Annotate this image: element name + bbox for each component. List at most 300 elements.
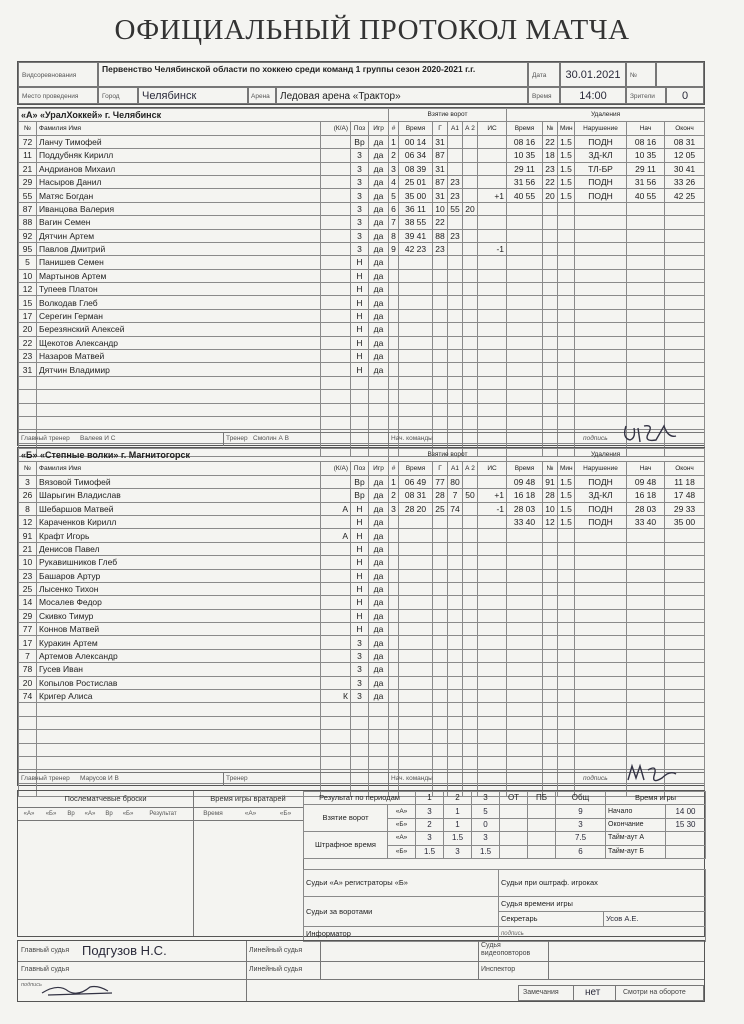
player-captain-mark: [321, 556, 351, 569]
empty-cell: [369, 730, 389, 743]
player-played: да: [369, 269, 389, 282]
empty-cell: [558, 743, 575, 756]
empty-cell: [575, 363, 627, 376]
empty-cell: [478, 363, 507, 376]
empty-cell: [665, 636, 705, 649]
penalty-row: [507, 189, 705, 202]
penalty-player: 22: [543, 175, 558, 188]
empty-cell: [558, 363, 575, 376]
empty-cell: [389, 309, 399, 322]
player-captain-mark: [321, 663, 351, 676]
empty-cell: [575, 690, 627, 703]
empty-cell: [463, 542, 478, 555]
gk-time-columns: [193, 808, 303, 821]
empty-cell: [433, 256, 448, 269]
empty-cell: [543, 350, 558, 363]
goal-scorer: 23: [433, 242, 448, 255]
empty-cell: [665, 229, 705, 242]
empty-cell: [433, 569, 448, 582]
col-pos: Поз: [351, 462, 369, 475]
empty-cell: [433, 416, 448, 429]
player-played: да: [369, 189, 389, 202]
player-played: да: [369, 175, 389, 188]
penalties-title: Удаления: [507, 109, 705, 122]
goal-time: 06 34: [399, 149, 433, 162]
player-played: да: [369, 309, 389, 322]
empty-cell: [507, 703, 543, 716]
table-row: [19, 269, 389, 282]
team-a-coach-label: Главный тренер: [21, 435, 70, 442]
goal-row: [389, 149, 507, 162]
goal-number: 5: [389, 189, 399, 202]
empty-cell: [543, 649, 558, 662]
player-name: Андрианов Михаил: [37, 162, 321, 175]
goal-row: [389, 529, 507, 542]
table-row: [19, 676, 389, 689]
empty-cell: [507, 269, 543, 282]
team-b-title: «Б» «Степные волки» г. Магнитогорск: [19, 449, 389, 462]
empty-cell: [389, 569, 399, 582]
player-captain-mark: [321, 350, 351, 363]
penalty-row: [507, 216, 705, 229]
empty-cell: [507, 336, 543, 349]
penalty-row: [507, 309, 705, 322]
col-goal-time: Время: [399, 462, 433, 475]
empty-cell: [463, 663, 478, 676]
empty-cell: [37, 756, 321, 769]
empty-cell: [369, 416, 389, 429]
empty-cell: [627, 569, 665, 582]
empty-cell: [389, 336, 399, 349]
empty-cell: [558, 556, 575, 569]
goal-assist2: [463, 175, 478, 188]
empty-cell: [558, 256, 575, 269]
empty-cell: [433, 756, 448, 769]
empty-cell: [448, 663, 463, 676]
empty-cell: [389, 542, 399, 555]
penalty-row: [507, 542, 705, 555]
empty-cell: [399, 663, 433, 676]
player-played: да: [369, 216, 389, 229]
empty-cell: [433, 663, 448, 676]
pen-a-so: [528, 832, 556, 845]
player-captain-mark: К: [321, 690, 351, 703]
player-captain-mark: [321, 162, 351, 175]
goal-time: 36 11: [399, 202, 433, 215]
empty-cell: [433, 336, 448, 349]
empty-cell: [575, 676, 627, 689]
goal-assist2: [463, 162, 478, 175]
col-pen-viol: Нарушение: [575, 462, 627, 475]
penalty-start: 28 03: [627, 502, 665, 515]
empty-cell: [575, 202, 627, 215]
penalty-row: [507, 596, 705, 609]
empty-cell: [575, 636, 627, 649]
penalty-violation: ПОДН: [575, 515, 627, 528]
empty-cell: [448, 416, 463, 429]
player-number: 74: [19, 690, 37, 703]
gk-col: «А»: [244, 810, 257, 817]
penalty-end: 42 25: [665, 189, 705, 202]
goal-scorer: 31: [433, 135, 448, 148]
goal-row: [389, 475, 507, 488]
pen-a-ot: [500, 832, 528, 845]
empty-cell: [448, 569, 463, 582]
empty-cell: [389, 376, 399, 389]
player-captain-mark: [321, 582, 351, 595]
empty-cell: [463, 556, 478, 569]
table-row: [19, 649, 389, 662]
empty-cell: [627, 350, 665, 363]
player-played: да: [369, 242, 389, 255]
team-a-block: [17, 107, 705, 446]
goal-row: [389, 649, 507, 662]
penalty-time: 40 55: [507, 189, 543, 202]
penalty-row: [507, 743, 705, 756]
empty-cell: [351, 743, 369, 756]
empty-cell: [478, 596, 507, 609]
goal-strength: +1: [478, 189, 507, 202]
empty-cell: [627, 556, 665, 569]
empty-cell: [665, 350, 705, 363]
pen-b-total: 6: [556, 845, 606, 858]
empty-cell: [463, 703, 478, 716]
empty-cell: [507, 296, 543, 309]
goal-scorer: 88: [433, 229, 448, 242]
player-captain-mark: [321, 323, 351, 336]
goal-assist1: 23: [448, 189, 463, 202]
empty-cell: [369, 756, 389, 769]
goal-row: [389, 663, 507, 676]
goal-row: [389, 403, 507, 416]
penalty-violation: ТЛ-БР: [575, 162, 627, 175]
linesman2-row: [246, 961, 479, 980]
penalty-minutes: 1.5: [558, 475, 575, 488]
gk-col: Время: [203, 810, 223, 817]
player-played: да: [369, 296, 389, 309]
empty-cell: [389, 416, 399, 429]
empty-cell: [627, 676, 665, 689]
col-pen-no: №: [543, 462, 558, 475]
penalties-title: Удаления: [507, 449, 705, 462]
goal-row: [389, 229, 507, 242]
pen-a-p1: 3: [416, 832, 444, 845]
penalty-row: [507, 175, 705, 188]
empty-cell: [507, 283, 543, 296]
goal-row: [389, 743, 507, 756]
empty-cell: [37, 716, 321, 729]
penalty-start: 40 55: [627, 189, 665, 202]
table-row: [19, 730, 389, 743]
empty-cell: [543, 636, 558, 649]
empty-cell: [627, 716, 665, 729]
table-row: [19, 135, 389, 148]
empty-cell: [433, 403, 448, 416]
player-captain-mark: [321, 542, 351, 555]
empty-cell: [507, 256, 543, 269]
penalty-row: [507, 475, 705, 488]
empty-cell: [575, 556, 627, 569]
penalty-row: [507, 690, 705, 703]
empty-cell: [463, 336, 478, 349]
goal-time: 42 23: [399, 242, 433, 255]
empty-cell: [321, 376, 351, 389]
col-pen-end: Оконч: [665, 122, 705, 135]
empty-cell: [399, 323, 433, 336]
judges-goal-label: Судьи за воротами: [304, 897, 499, 927]
empty-cell: [399, 676, 433, 689]
player-played: да: [369, 636, 389, 649]
col-ka: (К/А): [321, 122, 351, 135]
penalty-row: [507, 350, 705, 363]
col-goal-a1: А1: [448, 462, 463, 475]
player-played: да: [369, 663, 389, 676]
empty-cell: [543, 202, 558, 215]
penalty-start: 33 40: [627, 515, 665, 528]
table-row: [19, 376, 389, 389]
player-number: 12: [19, 515, 37, 528]
player-name: Поддубняк Кирилл: [37, 149, 321, 162]
empty-cell: [399, 716, 433, 729]
goal-number: 4: [389, 175, 399, 188]
empty-cell: [433, 529, 448, 542]
goal-row: [389, 269, 507, 282]
empty-cell: [389, 323, 399, 336]
empty-cell: [543, 556, 558, 569]
penalty-violation: ПОДН: [575, 502, 627, 515]
empty-cell: [575, 323, 627, 336]
penalty-row: [507, 623, 705, 636]
linesman2-label: Линейный судья: [249, 966, 303, 973]
penalty-time: 10 35: [507, 149, 543, 162]
goal-row: [389, 162, 507, 175]
empty-cell: [463, 403, 478, 416]
player-captain-mark: [321, 202, 351, 215]
penalty-row: [507, 649, 705, 662]
empty-cell: [19, 730, 37, 743]
empty-cell: [478, 703, 507, 716]
goal-row: [389, 703, 507, 716]
secretary-label: Секретарь: [499, 912, 604, 927]
empty-cell: [19, 416, 37, 429]
empty-cell: [558, 703, 575, 716]
empty-cell: [448, 716, 463, 729]
goal-row: [389, 502, 507, 515]
penalty-minutes: 1.5: [558, 502, 575, 515]
empty-cell: [627, 730, 665, 743]
timeout-a-label: Тайм-аут А: [606, 832, 666, 845]
empty-cell: [478, 376, 507, 389]
city-value: Челябинск: [138, 87, 248, 104]
col-goal-g: Г: [433, 462, 448, 475]
player-position: Н: [351, 256, 369, 269]
penalty-player: 22: [543, 135, 558, 148]
player-position: 3: [351, 242, 369, 255]
empty-cell: [575, 350, 627, 363]
goal-assist2: [463, 135, 478, 148]
goal-row: [389, 489, 507, 502]
player-played: да: [369, 475, 389, 488]
empty-cell: [463, 690, 478, 703]
empty-cell: [478, 416, 507, 429]
remarks-value: нет: [585, 987, 601, 998]
goals-a-so: [528, 805, 556, 818]
player-position: 3: [351, 202, 369, 215]
empty-cell: [543, 623, 558, 636]
empty-cell: [448, 363, 463, 376]
team-b-coach: Марусов И В: [80, 775, 119, 782]
empty-cell: [507, 676, 543, 689]
player-played: да: [369, 649, 389, 662]
table-row: [19, 703, 389, 716]
player-played: да: [369, 336, 389, 349]
empty-cell: [448, 376, 463, 389]
col-goal-a1: А1: [448, 122, 463, 135]
empty-cell: [665, 582, 705, 595]
empty-cell: [389, 582, 399, 595]
pen-b-ot: [500, 845, 528, 858]
empty-cell: [19, 703, 37, 716]
player-captain-mark: [321, 229, 351, 242]
empty-cell: [389, 649, 399, 662]
empty-cell: [399, 363, 433, 376]
player-captain-mark: [321, 569, 351, 582]
team-a-coach2-label: Тренер: [226, 435, 248, 442]
penalty-player: 20: [543, 189, 558, 202]
empty-cell: [448, 296, 463, 309]
player-name: Башаров Артур: [37, 569, 321, 582]
empty-cell: [507, 756, 543, 769]
player-number: 20: [19, 323, 37, 336]
player-name: Щекотов Александр: [37, 336, 321, 349]
goal-number: 6: [389, 202, 399, 215]
empty-cell: [627, 242, 665, 255]
empty-cell: [448, 283, 463, 296]
team-b-goals: [388, 448, 507, 797]
empty-cell: [389, 743, 399, 756]
empty-cell: [665, 323, 705, 336]
table-row: [19, 609, 389, 622]
col-played: Игр: [369, 462, 389, 475]
linesman1-row: [246, 941, 479, 962]
goal-time: 35 00: [399, 189, 433, 202]
empty-cell: [448, 256, 463, 269]
empty-cell: [558, 582, 575, 595]
player-captain-mark: А: [321, 529, 351, 542]
empty-cell: [369, 390, 389, 403]
col-pen-time: Время: [507, 122, 543, 135]
penmin-row-label: Штрафное время: [304, 832, 388, 859]
empty-cell: [463, 529, 478, 542]
player-captain-mark: [321, 676, 351, 689]
table-row: [19, 475, 389, 488]
table-row: [19, 363, 389, 376]
goal-number: 7: [389, 216, 399, 229]
player-position: Н: [351, 350, 369, 363]
penalty-time: 16 18: [507, 489, 543, 502]
player-number: 92: [19, 229, 37, 242]
player-position: Н: [351, 582, 369, 595]
empty-cell: [665, 556, 705, 569]
team-b-marker: «Б»: [388, 818, 416, 831]
empty-cell: [478, 542, 507, 555]
empty-cell: [37, 390, 321, 403]
player-name: Лысенко Тихон: [37, 582, 321, 595]
empty-cell: [507, 542, 543, 555]
empty-cell: [389, 350, 399, 363]
table-row: [19, 529, 389, 542]
empty-cell: [507, 242, 543, 255]
empty-cell: [389, 283, 399, 296]
player-name: Копылов Ростислав: [37, 676, 321, 689]
empty-cell: [399, 256, 433, 269]
penalty-player: 28: [543, 489, 558, 502]
goal-scorer: 28: [433, 489, 448, 502]
empty-cell: [575, 403, 627, 416]
penalty-player: 12: [543, 515, 558, 528]
spectators-value: 0: [666, 87, 704, 104]
empty-cell: [433, 609, 448, 622]
goal-strength: -1: [478, 502, 507, 515]
penalty-end: 08 31: [665, 135, 705, 148]
pen-b-p2: 3: [444, 845, 472, 858]
empty-cell: [627, 256, 665, 269]
goal-assist1: [448, 242, 463, 255]
player-captain-mark: [321, 623, 351, 636]
col-goal-a2: А 2: [463, 462, 478, 475]
empty-cell: [433, 363, 448, 376]
empty-cell: [433, 556, 448, 569]
player-number: 11: [19, 149, 37, 162]
empty-cell: [478, 690, 507, 703]
penalty-row: [507, 162, 705, 175]
empty-cell: [478, 323, 507, 336]
empty-cell: [448, 636, 463, 649]
table-row: [19, 175, 389, 188]
empty-cell: [558, 416, 575, 429]
empty-cell: [463, 649, 478, 662]
empty-cell: [558, 216, 575, 229]
officials-block: [17, 940, 705, 1002]
empty-cell: [321, 390, 351, 403]
empty-cell: [19, 376, 37, 389]
competition-label: Видсоревнования: [18, 62, 98, 87]
goal-strength: [478, 135, 507, 148]
penalty-end: 35 00: [665, 515, 705, 528]
goal-row: [389, 296, 507, 309]
table-row: [19, 202, 389, 215]
chief-judge-signature-icon: [38, 981, 118, 999]
empty-cell: [463, 743, 478, 756]
time-label: Время: [528, 87, 560, 104]
penalty-player: 10: [543, 502, 558, 515]
col-pos: Поз: [351, 122, 369, 135]
goals-title: Взятие ворот: [389, 449, 507, 462]
col-pen-start: Нач: [627, 122, 665, 135]
goal-strength: [478, 175, 507, 188]
player-position: 3: [351, 175, 369, 188]
empty-cell: [463, 596, 478, 609]
empty-cell: [558, 309, 575, 322]
table-row: [19, 242, 389, 255]
player-played: да: [369, 582, 389, 595]
empty-cell: [507, 730, 543, 743]
empty-cell: [543, 336, 558, 349]
player-position: Н: [351, 363, 369, 376]
gk-col: «Б»: [279, 810, 292, 817]
goals-b-p2: 1: [444, 818, 472, 831]
empty-cell: [463, 256, 478, 269]
